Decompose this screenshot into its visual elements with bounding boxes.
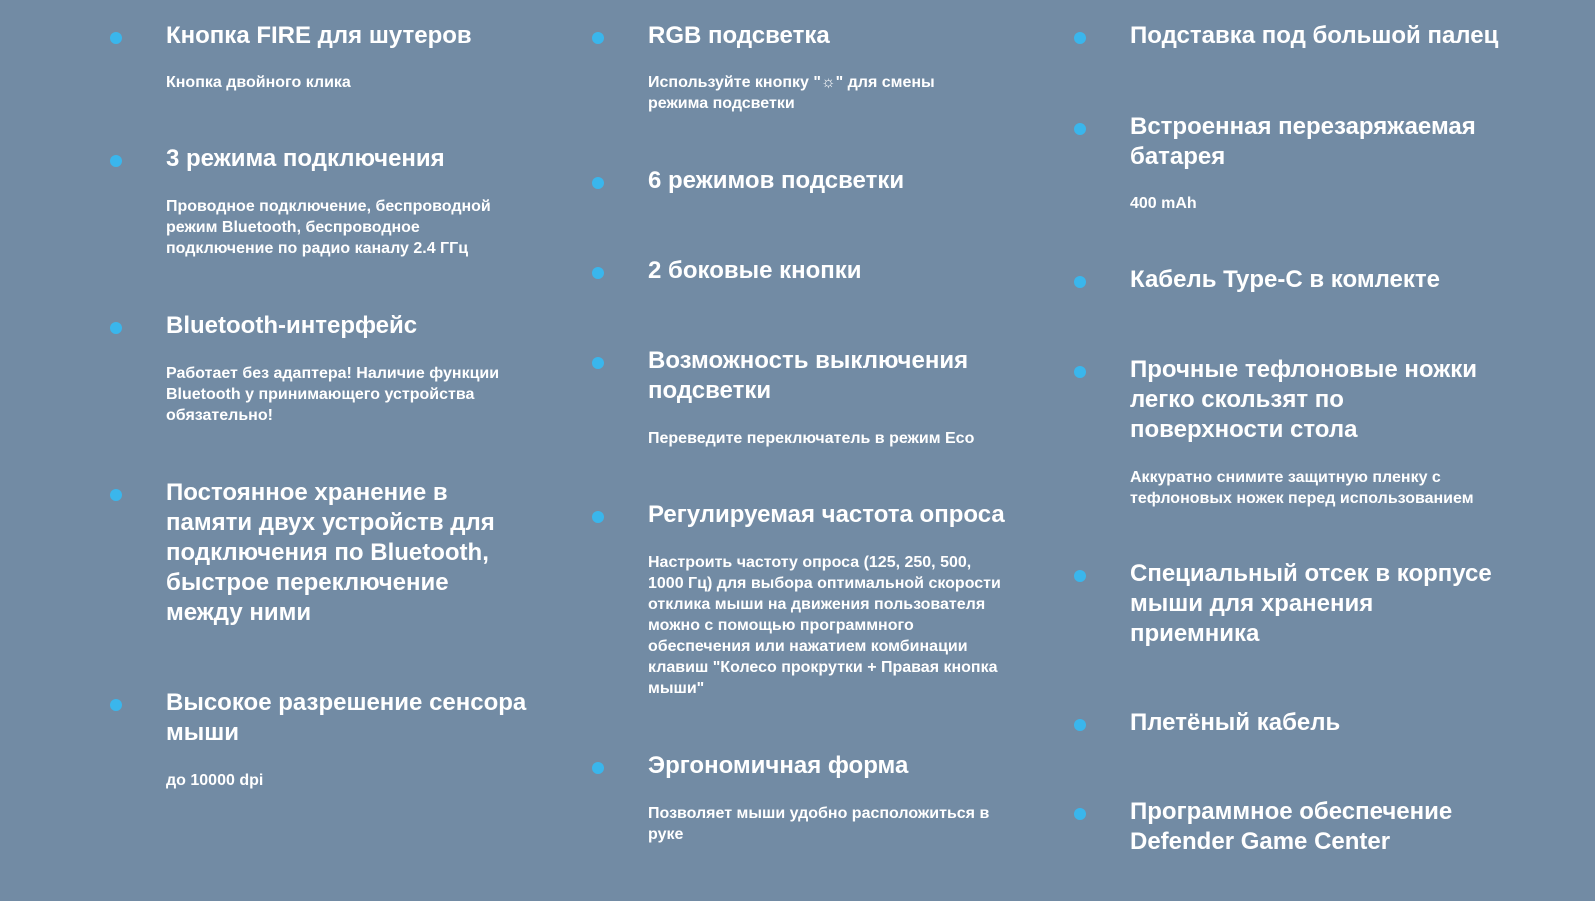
feature-title: Специальный отсек в корпусе мыши для хранения приемника xyxy=(1130,560,1492,647)
bullet-dot-icon xyxy=(1074,719,1086,731)
bullet-dot-icon xyxy=(110,489,122,501)
bullet-dot-icon xyxy=(110,699,122,711)
feature-title: Эргономичная форма xyxy=(648,752,909,779)
feature-title: Программное обеспечение Defender Game Center xyxy=(1130,798,1453,855)
feature-title: Кабель Type-C в комлекте xyxy=(1130,266,1440,293)
bullet-dot-icon xyxy=(1074,570,1086,582)
feature-title: Регулируемая частота опроса xyxy=(648,501,1005,528)
feature-description: до 10000 dpi xyxy=(166,772,264,789)
feature-description: Переведите переключатель в режим Eco xyxy=(648,430,975,447)
feature-title: Прочные тефлоновые ножки легко скользят по поверхности стола xyxy=(1130,356,1478,443)
feature-description: Аккуратно снимите защитную пленку с тефлоновых ножек перед использованием xyxy=(1130,469,1474,507)
feature-description: Кнопка двойного клика xyxy=(166,74,351,91)
feature-title: Bluetooth-интерфейс xyxy=(166,312,418,339)
feature-title: RGB подсветка xyxy=(648,22,830,49)
bullet-dot-icon xyxy=(592,357,604,369)
bullet-dot-icon xyxy=(592,177,604,189)
bullet-dot-icon xyxy=(110,322,122,334)
bullet-dot-icon xyxy=(592,511,604,523)
bullet-dot-icon xyxy=(110,155,122,167)
feature-title: Подставка под большой палец xyxy=(1130,22,1499,49)
feature-title: Возможность выключения подсветки xyxy=(648,347,969,404)
bullet-dot-icon xyxy=(1074,32,1086,44)
feature-description: Настроить частоту опроса (125, 250, 500, 1000 Гц) для выбора оптимальной скорости отклика мыши на движения пользователя можно с помощью программного обеспечения или нажатием комбинации клавиш "Колесо прокрутки + Правая кнопка мыши" xyxy=(648,554,1001,697)
bullet-dot-icon xyxy=(592,762,604,774)
feature-description: 400 mAh xyxy=(1130,195,1197,212)
bullet-dot-icon xyxy=(592,32,604,44)
bullet-dot-icon xyxy=(110,32,122,44)
feature-description: Позволяет мыши удобно расположиться в руке xyxy=(648,805,990,843)
feature-title: 2 боковые кнопки xyxy=(648,257,862,284)
bullet-dot-icon xyxy=(1074,808,1086,820)
bullet-dot-icon xyxy=(1074,123,1086,135)
feature-description: Используйте кнопку "☼" для смены режима подсветки xyxy=(648,74,935,112)
bullet-dot-icon xyxy=(1074,366,1086,378)
feature-description: Проводное подключение, беспроводной режим Bluetooth, беспроводное подключение по радио каналу 2.4 ГГц xyxy=(166,198,491,257)
feature-title: Кнопка FIRE для шутеров xyxy=(166,22,472,49)
feature-title: 6 режимов подсветки xyxy=(648,167,905,194)
bullet-dot-icon xyxy=(1074,276,1086,288)
feature-title: 3 режима подключения xyxy=(166,145,445,172)
feature-title: Высокое разрешение сенсора мыши xyxy=(166,689,527,746)
feature-title: Постоянное хранение в памяти двух устройств для подключения по Bluetooth, быстрое переключение между ними xyxy=(166,479,495,626)
feature-description: Работает без адаптера! Наличие функции Bluetooth у принимающего устройства обязательно! xyxy=(166,365,500,424)
feature-title: Встроенная перезаряжаемая батарея xyxy=(1130,113,1476,170)
feature-title: Плетёный кабель xyxy=(1130,709,1341,736)
bullet-dot-icon xyxy=(592,267,604,279)
